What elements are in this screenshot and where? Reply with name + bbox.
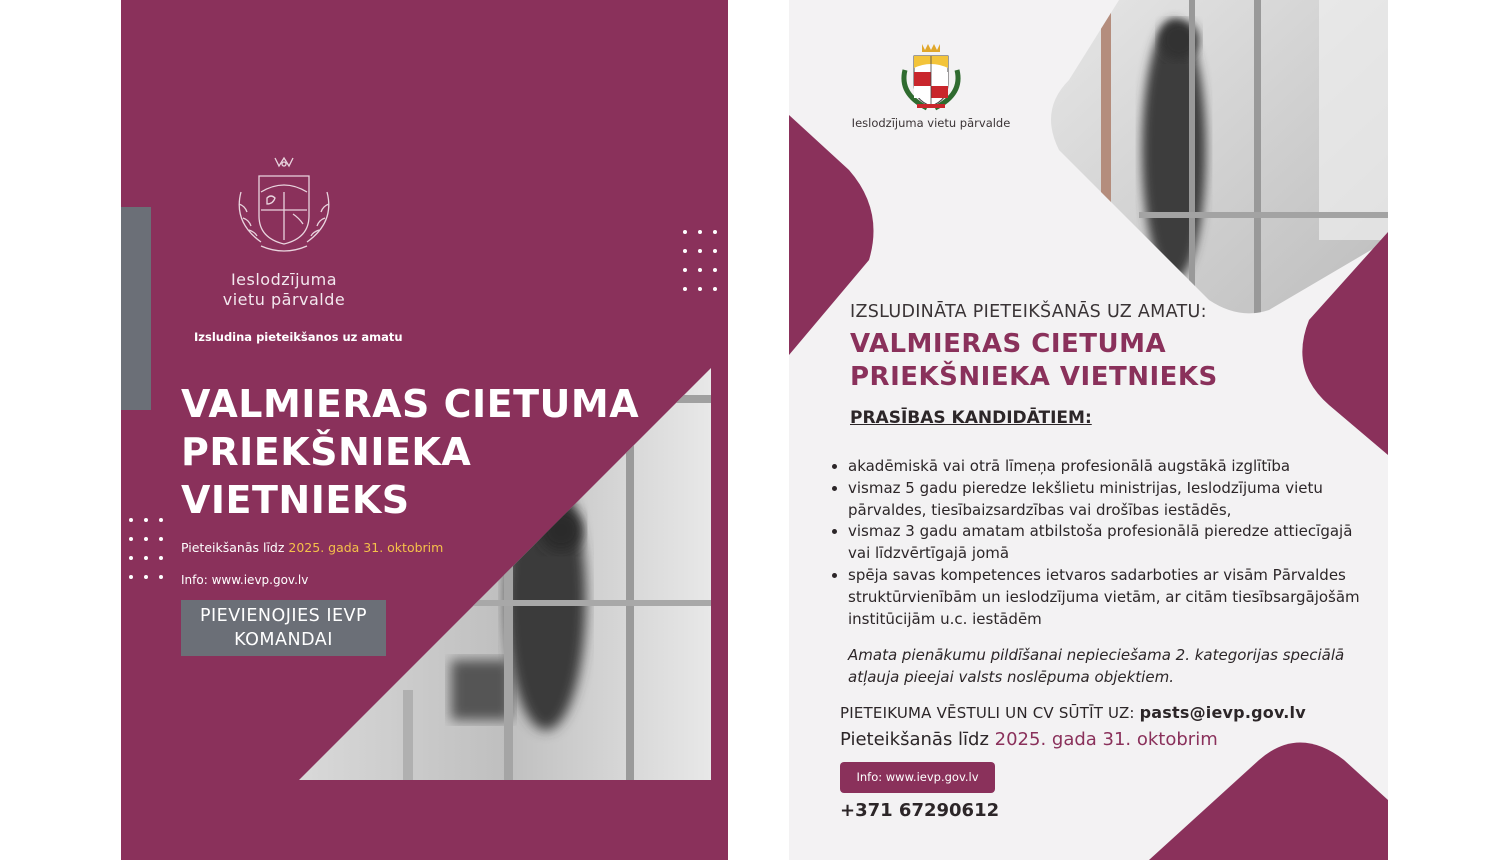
position-title: [181, 380, 651, 524]
join-team-banner: [181, 600, 386, 656]
cv-email-link[interactable]: pasts@ievp.gov.lv: [1139, 703, 1306, 722]
info-website: Info: www.ievp.gov.lv: [181, 573, 309, 587]
deadline-prefix: Pieteikšanās līdz: [181, 540, 289, 555]
title-line2: PRIEKŠNIEKA VIETNIEKS: [850, 362, 1218, 392]
position-title: [850, 328, 1218, 394]
title-line1: VALMIERAS CIETUMA: [181, 382, 640, 426]
deadline-date: 2025. gada 31. oktobrim: [288, 540, 444, 555]
announcement-subtitle: Izsludina pieteikšanos uz amatu: [194, 330, 403, 344]
cv-label: PIETEIKUMA VĒSTULI UN CV SŪTĪT UZ:: [840, 704, 1135, 722]
phone-number[interactable]: +371 67290612: [840, 800, 1000, 821]
org-name: Ieslodzījuma vietu pārvalde: [851, 116, 1011, 130]
title-line2: PRIEKŠNIEKA: [181, 430, 472, 474]
left-poster: [121, 0, 728, 860]
coat-of-arms-emblem: [231, 152, 337, 256]
list-item: • vismaz 3 gadu amatam atbilstoša profesionālā pieredze attiecīgajā vai līdzvērtīgajā jomā: [848, 521, 1378, 565]
list-item: • akadēmiskā vai otrā līmeņa profesionālā augstākā izglītība: [848, 456, 1378, 478]
dot-grid-bottom: [129, 518, 163, 579]
cv-submission: [840, 703, 1306, 722]
join-line1: PIEVIENOJIES IEVP: [199, 606, 368, 626]
requirements-heading: PRASĪBAS KANDIDĀTIEM:: [850, 408, 1092, 428]
title-line1: VALMIERAS CIETUMA: [850, 329, 1167, 359]
application-deadline: [181, 540, 541, 555]
deadline-date: 2025. gada 31. oktobrim: [994, 729, 1218, 750]
application-deadline: [840, 729, 1218, 750]
coat-of-arms-emblem-color: [895, 40, 967, 114]
info-website-button[interactable]: Info: www.ievp.gov.lv: [840, 762, 995, 793]
org-name-line2: vietu pārvalde: [222, 290, 346, 309]
announcement-header: IZSLUDINĀTA PIETEIKŠANĀS UZ AMATU:: [850, 302, 1207, 322]
org-name: [181, 270, 387, 310]
list-item: • spēja savas kompetences ietvaros sadarboties ar visām Pārvaldes struktūrvienībām un ieslodzījuma vietām, ar citām tiesībsargājošām institūcijām u.c. iestādēm: [848, 565, 1378, 630]
join-line2: KOMANDAI: [234, 630, 333, 650]
org-name-line1: Ieslodzījuma: [230, 270, 338, 289]
clearance-note: Amata pienākumu pildīšanai nepieciešama 2. kategorijas speciālā atļauja pieejai valsts noslēpuma objektiem.: [848, 646, 1345, 686]
list-item: • vismaz 5 gadu pieredze Iekšlietu ministrijas, Ieslodzījuma vietu pārvaldes, tiesībaizsardzības vai drošības iestādēs,: [848, 478, 1378, 522]
deadline-prefix: Pieteikšanās līdz: [840, 729, 995, 750]
right-poster: [789, 0, 1388, 860]
dot-grid-top: [683, 230, 717, 291]
title-line3: VIETNIEKS: [181, 478, 410, 522]
requirements-list: [835, 456, 1378, 630]
